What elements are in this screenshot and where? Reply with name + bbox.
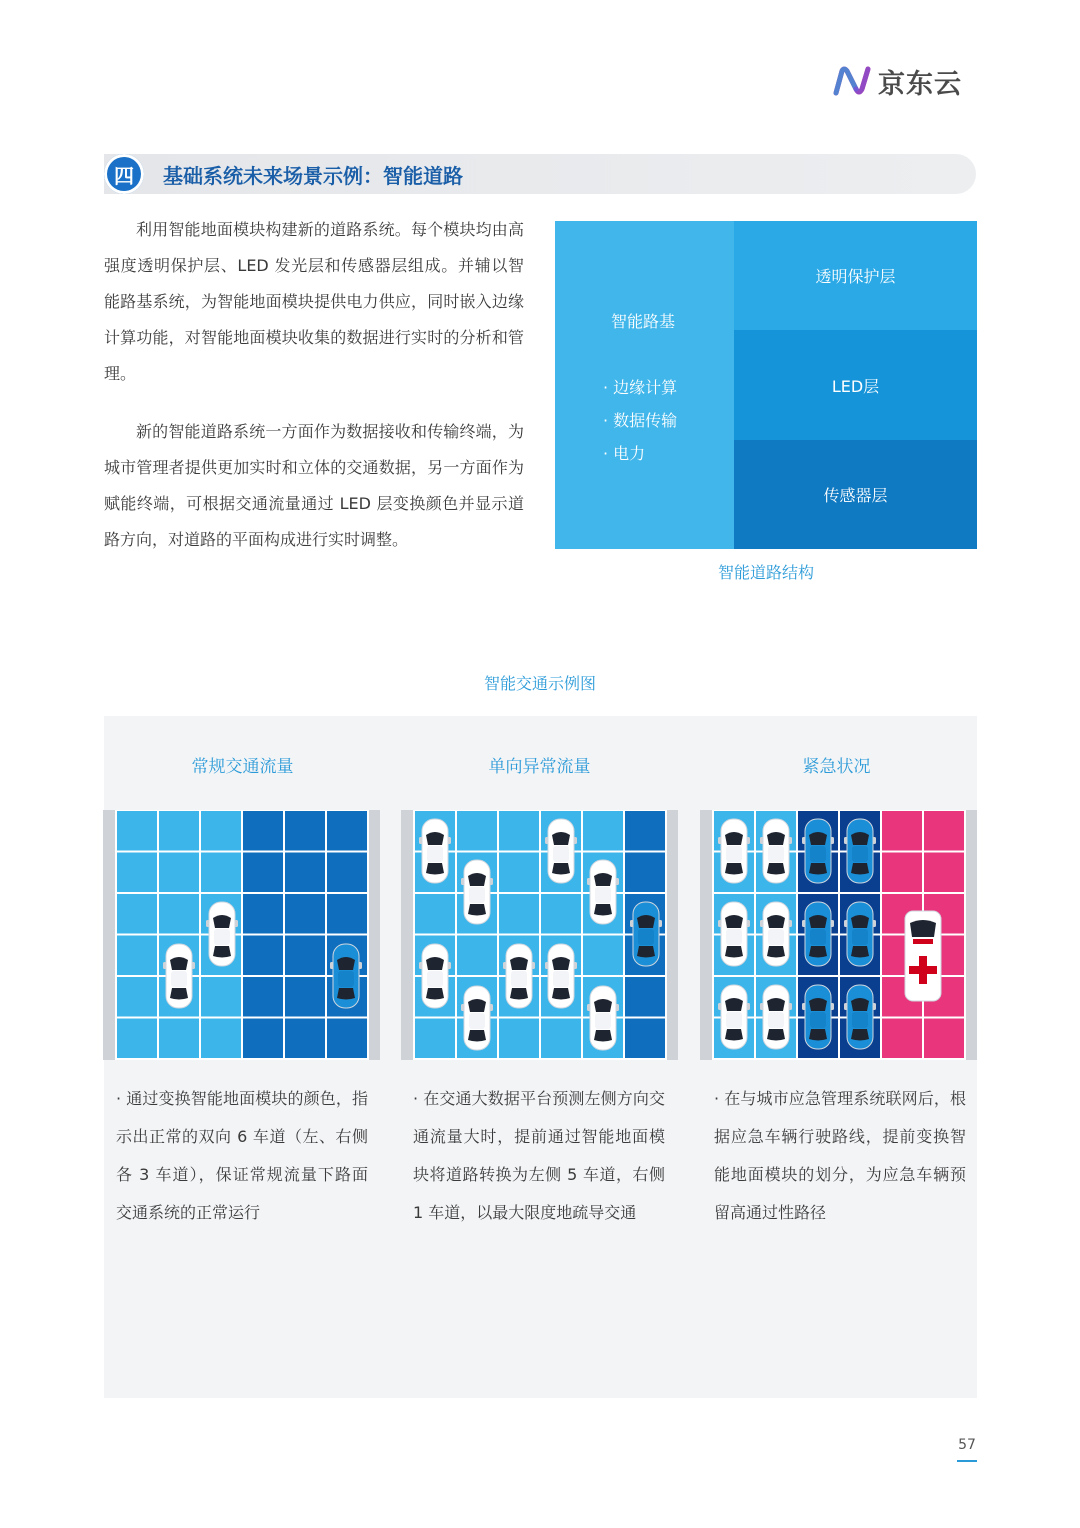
- page-number: 57: [958, 1437, 976, 1453]
- roadbed-feature-power: · 电力: [603, 444, 646, 463]
- roadbed-title: 智能路基: [611, 312, 676, 331]
- layer-led: [734, 330, 977, 440]
- section-title: 基础系统未来场景示例：智能道路: [163, 164, 463, 188]
- car-icon: [587, 986, 619, 1050]
- car-icon: [545, 819, 577, 883]
- page-number-underline: [957, 1460, 977, 1462]
- car-icon: [802, 985, 834, 1049]
- column-text-normal: · 通过变换智能地面模块的颜色，指示出正常的双向 6 车道（左、右侧各 3 车道），保证常规流量下路面交通系统的正常运行: [116, 1089, 368, 1222]
- car-icon: [419, 819, 451, 883]
- column-title-normal: 常规交通流量: [191, 757, 294, 777]
- section-number-badge: 四: [104, 154, 144, 194]
- car-icon: [718, 819, 750, 883]
- column-title-oneway: 单向异常流量: [488, 757, 591, 777]
- intro-paragraph-1: 利用智能地面模块构建新的道路系统。每个模块均由高强度透明保护层、LED 发光层和传感器层组成。并辅以智能路基系统，为智能地面模块提供电力供应，同时嵌入边缘计算功能，对智能地面模块收集的数据进行实时的分析和管理。: [104, 220, 524, 383]
- car-icon: [844, 819, 876, 883]
- road-emergency: [700, 810, 977, 1064]
- car-icon: [760, 902, 792, 966]
- column-title-emergency: 紧急状况: [802, 757, 871, 777]
- road-structure-diagram: [555, 221, 977, 549]
- layer-sensor: [734, 440, 977, 549]
- car-icon: [330, 944, 362, 1008]
- layer-label: LED层: [831, 376, 880, 396]
- car-icon: [760, 819, 792, 883]
- car-icon: [461, 860, 493, 924]
- layer-transparent-protection: [734, 221, 977, 330]
- column-text-emergency: · 在与城市应急管理系统联网后，根据应急车辆行驶路线，提前变换智能地面模块的划分，为应急车辆预留高通过性路径: [714, 1089, 966, 1222]
- car-icon: [718, 902, 750, 966]
- car-icon: [844, 985, 876, 1049]
- roadbed-feature-edge-computing: · 边缘计算: [603, 378, 678, 397]
- jd-cloud-logo-icon: [832, 65, 874, 99]
- car-icon: [419, 944, 451, 1008]
- structure-caption: 智能道路结构: [717, 563, 814, 582]
- layer-label: 传感器层: [823, 486, 888, 505]
- traffic-example-title: 智能交通示例图: [483, 674, 596, 693]
- car-icon: [461, 986, 493, 1050]
- layer-label: 透明保护层: [815, 267, 896, 286]
- road-normal-traffic: [103, 810, 380, 1064]
- car-icon: [587, 860, 619, 924]
- column-text-oneway: · 在交通大数据平台预测左侧方向交通流量大时，提前通过智能地面模块将道路转换为左侧 5 车道，右侧 1 车道，以最大限度地疏导交通: [413, 1089, 665, 1222]
- roadbed-feature-data-transfer: · 数据传输: [603, 411, 678, 430]
- smart-roadbed-block: [555, 221, 734, 549]
- car-icon: [503, 944, 535, 1008]
- car-icon: [802, 819, 834, 883]
- car-icon: [163, 944, 195, 1008]
- ambulance-icon: [905, 911, 941, 1001]
- intro-paragraph-2: 新的智能道路系统一方面作为数据接收和传输终端，为城市管理者提供更加实时和立体的交通数据，另一方面作为赋能终端，可根据交通流量通过 LED 层变换颜色并显示道路方向，对道路的平面构成进行实时调整。: [104, 422, 524, 549]
- car-icon: [760, 985, 792, 1049]
- car-icon: [802, 902, 834, 966]
- car-icon: [630, 902, 662, 966]
- logo-text: 京东云: [878, 69, 962, 100]
- car-icon: [206, 902, 238, 966]
- car-icon: [545, 944, 577, 1008]
- road-oneway-traffic: [401, 810, 678, 1064]
- car-icon: [844, 902, 876, 966]
- car-icon: [718, 985, 750, 1049]
- jd-cloud-logo: [832, 62, 962, 101]
